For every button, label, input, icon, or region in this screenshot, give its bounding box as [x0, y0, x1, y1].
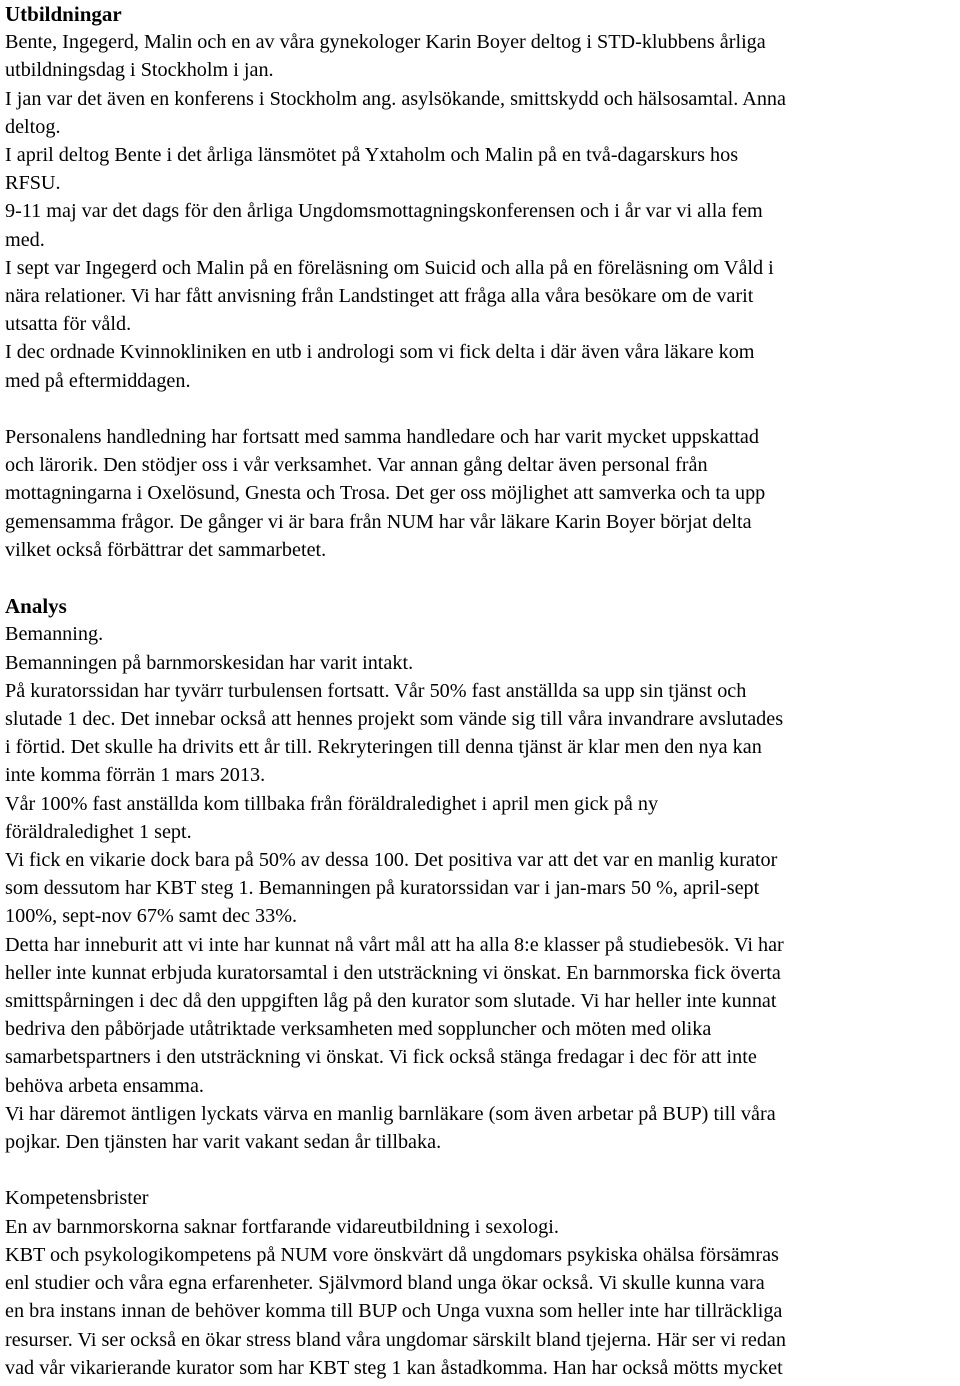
text-line: Vår 100% fast anställda kom tillbaka från föräldraledighet i april men gick på ny — [5, 792, 659, 815]
paragraph-spacer — [5, 1156, 960, 1184]
text-line: föräldraledighet 1 sept. — [5, 820, 192, 843]
text-line: vilket också förbättrar det sammarbetet. — [5, 538, 327, 561]
text-line: Bemanning. — [5, 623, 104, 646]
text-line: Vi fick en vikarie dock bara på 50% av dessa 100. Det positiva var att det var en manlig kurator — [5, 849, 778, 872]
paragraph-spacer — [5, 395, 960, 423]
text-line: Personalens handledning har fortsatt med samma handledare och har varit mycket uppskattad — [5, 426, 759, 449]
text-line: utsatta för våld. — [5, 313, 132, 336]
text-line: Bente, Ingegerd, Malin och en av våra gynekologer Karin Boyer deltog i STD-klubbens årliga — [5, 31, 766, 54]
paragraph-kompetensbrister — [5, 1213, 960, 1382]
text-line: KBT och psykologikompetens på NUM vore önskvärt då ungdomars psykiska ohälsa försämras — [5, 1243, 779, 1266]
text-line: med. — [5, 228, 45, 251]
text-line: I sept var Ingegerd och Malin på en föreläsning om Suicid och alla på en föreläsning om Våld i — [5, 256, 774, 279]
text-line: Detta har inneburit att vi inte har kunnat nå vårt mål att ha alla 8:e klasser på studiebesök. Vi har — [5, 933, 784, 956]
text-line: deltog. — [5, 115, 61, 138]
text-line: bedriva den påbörjade utåtriktade verksamheten med soppluncher och möten med olika — [5, 1018, 712, 1041]
text-line: resurser. Vi ser också en ökar stress bland våra ungdomar särskilt bland tjejerna. Här ser vi redan — [5, 1328, 786, 1351]
text-line: mottagningarna i Oxelösund, Gnesta och Trosa. Det ger oss möjlighet att samverka och ta upp — [5, 482, 766, 505]
text-line: en bra instans innan de behöver komma till BUP och Unga vuxna som heller inte har tillräckliga — [5, 1300, 783, 1323]
text-line: som dessutom har KBT steg 1. Bemanningen på kuratorssidan var i jan-mars 50 %, april-sept — [5, 877, 760, 900]
text-line: i förtid. Det skulle ha drivits ett år till. Rekryteringen till denna tjänst är klar men den nya kan — [5, 736, 762, 759]
text-line: heller inte kunnat erbjuda kuratorsamtal i den utsträckning vi önskat. En barnmorska fick överta — [5, 961, 781, 984]
text-line: gemensamma frågor. De gånger vi är bara från NUM har vår läkare Karin Boyer börjat delta — [5, 510, 752, 533]
text-line: Vi har däremot äntligen lyckats värva en manlig barnläkare (som även arbetar på BUP) till våra — [5, 1102, 776, 1125]
text-line: vad vår vikarierande kurator som har KBT steg 1 kan åstadkomma. Han har också mötts mycket — [5, 1356, 783, 1379]
text-line: behöva arbeta ensamma. — [5, 1074, 204, 1097]
text-line: I april deltog Bente i det årliga länsmötet på Yxtaholm och Malin på en två-dagarskurs hos — [5, 144, 739, 167]
text-line: RFSU. — [5, 172, 61, 195]
text-line: smittspårningen i dec då den uppgiften låg på den kurator som slutade. Vi har heller inte kunnat — [5, 990, 777, 1013]
text-line: 100%, sept-nov 67% samt dec 33%. — [5, 905, 298, 928]
text-line: inte komma förrän 1 mars 2013. — [5, 764, 266, 787]
text-line: Bemanningen på barnmorskesidan har varit intakt. — [5, 651, 414, 674]
text-line: pojkar. Den tjänsten har varit vakant sedan år tillbaka. — [5, 1131, 442, 1154]
text-line: I dec ordnade Kvinnokliniken en utb i andrologi som vi fick delta i där även våra läkare kom — [5, 341, 755, 364]
paragraph-handledning — [5, 423, 960, 564]
heading-analys: Analys — [5, 594, 67, 619]
text-line: samarbetspartners i den utsträckning vi önskat. Vi fick också stänga fredagar i dec för att inte — [5, 1046, 757, 1069]
heading-utbildningar: Utbildningar — [5, 2, 122, 26]
paragraph-analys — [5, 620, 960, 1156]
text-line: 9-11 maj var det dags för den årliga Ungdomsmottagningskonferensen och i år var vi alla fem — [5, 200, 763, 223]
paragraph-utbildningar — [5, 28, 960, 395]
text-line: och lärorik. Den stödjer oss i vår verksamhet. Var annan gång deltar även personal från — [5, 454, 708, 477]
text-line: enl studier och våra egna erfarenheter. Självmord bland unga ökar också. Vi skulle kunna vara — [5, 1272, 765, 1295]
text-line: utbildningsdag i Stockholm i jan. — [5, 59, 274, 82]
text-line: En av barnmorskorna saknar fortfarande vidareutbildning i sexologi. — [5, 1215, 559, 1238]
text-line: På kuratorssidan har tyvärr turbulensen fortsatt. Vår 50% fast anställda sa upp sin tjänst och — [5, 679, 747, 702]
text-line: I jan var det även en konferens i Stockholm ang. asylsökande, smittskydd och hälsosamtal. Anna — [5, 87, 786, 110]
paragraph-spacer — [5, 564, 960, 592]
heading-kompetensbrister: Kompetensbrister — [5, 1187, 149, 1210]
text-line: nära relationer. Vi har fått anvisning från Landstinget att fråga alla våra besökare om de varit — [5, 285, 754, 308]
text-line: slutade 1 dec. Det innebar också att hennes projekt som vände sig till våra invandrare avslutades — [5, 708, 784, 731]
text-line: med på eftermiddagen. — [5, 369, 191, 392]
